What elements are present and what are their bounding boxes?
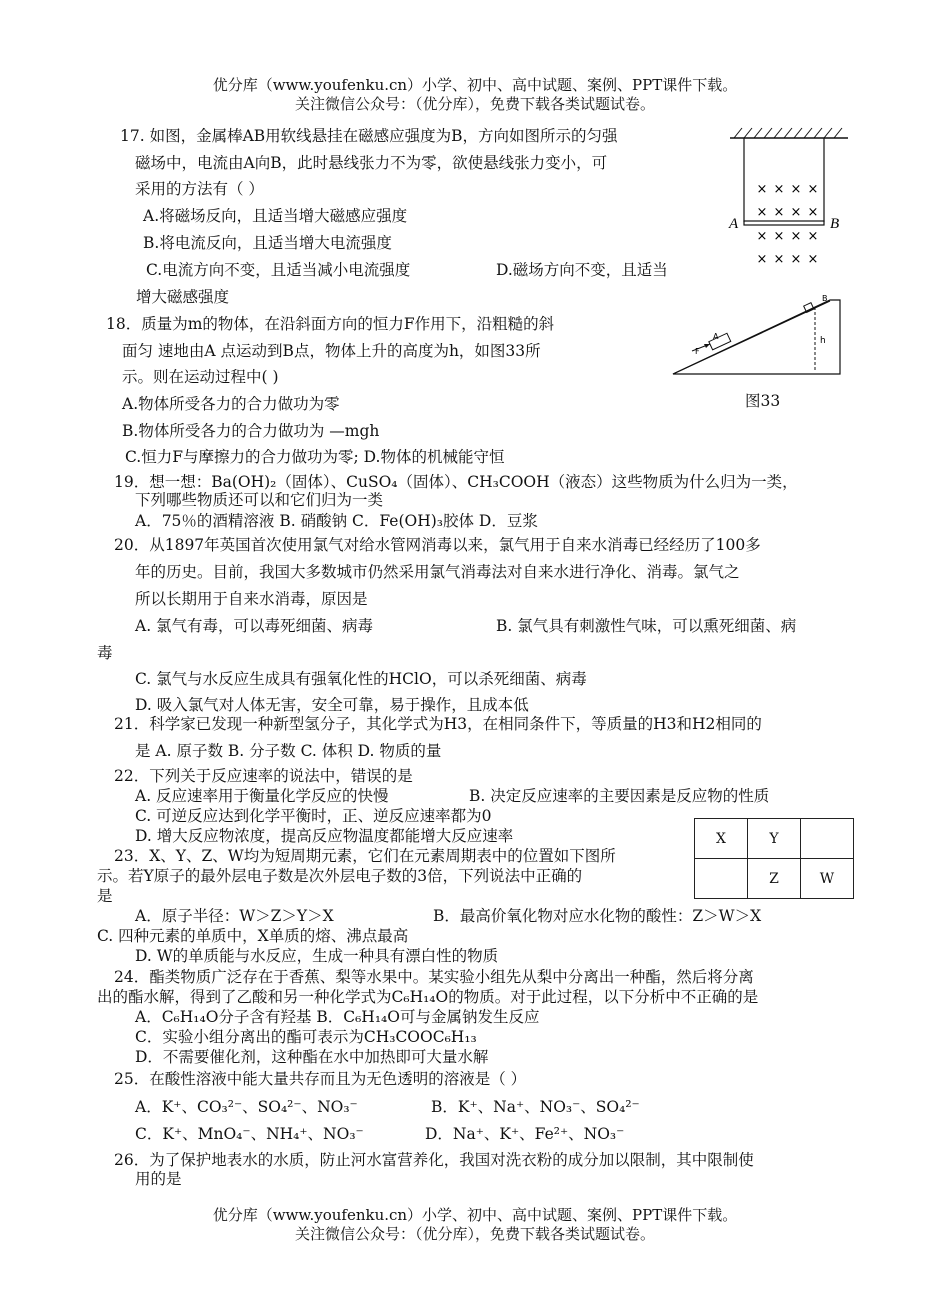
q20-stem-2: 年的历史。目前，我国大多数城市仍然采用氯气消毒法对自来水进行净化、消毒。氯气之 — [135, 563, 740, 581]
fig17-label-a: A — [729, 216, 739, 232]
fig17-label-b: B — [830, 216, 840, 232]
fig18-label-a: A — [713, 332, 719, 341]
q20-option-c: C. 氯气与水反应生成具有强氧化性的HClO，可以杀死细菌、病毒 — [135, 670, 587, 688]
q26-stem-2: 用的是 — [135, 1170, 182, 1188]
q18-stem-1: 18．质量为m的物体，在沿斜面方向的恒力F作用下，沿粗糙的斜 — [106, 315, 555, 333]
svg-text:×: × — [756, 229, 768, 244]
svg-text:×: × — [756, 252, 768, 267]
q20-option-d: D. 吸入氯气对人体无害，安全可靠，易于操作，且成本低 — [135, 696, 529, 714]
svg-text:×: × — [756, 182, 768, 197]
cell-empty — [801, 819, 854, 859]
q25-option-a: A．K⁺、CO₃²⁻、SO₄²⁻、NO₃⁻ — [135, 1098, 358, 1116]
fig18-label-b: B — [822, 294, 828, 303]
q24-stem-1: 24．酯类物质广泛存在于香蕉、梨等水果中。某实验小组先从梨中分离出一种酯，然后将分离 — [114, 968, 754, 986]
q19-stem-2: 下列哪些物质还可以和它们归为一类 — [135, 491, 384, 509]
footer-line-2: 关注微信公众号：（优分库），免费下载各类试题试卷。 — [294, 1225, 655, 1243]
q22-option-b: B. 决定反应速率的主要因素是反应物的性质 — [469, 787, 770, 805]
svg-text:×: × — [790, 229, 802, 244]
q26-stem-1: 26．为了保护地表水的水质，防止河水富营养化，我国对洗衣粉的成分加以限制，其中限制使 — [114, 1151, 754, 1169]
cell-y: Y — [748, 819, 801, 859]
q17-option-a: A.将磁场反向，且适当增大磁感应强度 — [143, 207, 408, 225]
svg-text:×: × — [790, 182, 802, 197]
q17-option-d-cont: 增大磁感强度 — [136, 288, 230, 306]
q25-option-d: D．Na⁺、K⁺、Fe²⁺、NO₃⁻ — [425, 1125, 625, 1143]
q18-stem-2: 面匀 速地由A 点运动到B点，物体上升的高度为h，如图33所 — [122, 342, 541, 360]
q19-stem-1: 19．想一想：Ba(OH)₂（固体）、CuSO₄（固体）、CH₃COOH（液态）这些物质为什么归为一类， — [114, 473, 798, 491]
svg-text:×: × — [773, 205, 785, 220]
svg-text:×: × — [773, 252, 785, 267]
q22-option-d: D. 增大反应物浓度，提高反应物温度都能增大反应速率 — [135, 827, 514, 845]
q17-stem-1: 17. 如图，金属棒AB用软线悬挂在磁感应强度为B，方向如图所示的匀强 — [120, 127, 618, 145]
q23-option-d: D. W的单质能与水反应，生成一种具有漂白性的物质 — [135, 947, 499, 965]
q17-stem-3: 采用的方法有（ ） — [135, 180, 264, 198]
svg-text:×: × — [807, 205, 819, 220]
q18-option-b: B.物体所受各力的合力做功为 —mgh — [122, 422, 380, 440]
magnetic-field-figure — [724, 124, 854, 274]
cell-w: W — [801, 859, 854, 899]
q20-option-b-cont: 毒 — [97, 644, 113, 662]
q24-stem-2: 出的酯水解，得到了乙酸和另一种化学式为C₆H₁₄O的物质。对于此过程，以下分析中不正确的是 — [97, 988, 759, 1006]
q20-stem-3: 所以长期用于自来水消毒，原因是 — [135, 590, 368, 608]
q23-option-b: B．最高价氧化物对应水化物的酸性：Z＞W＞X — [433, 907, 762, 925]
q25-option-c: C．K⁺、MnO₄⁻、NH₄⁺、NO₃⁻ — [135, 1125, 364, 1143]
q24-option-d: D．不需要催化剂，这种酯在水中加热即可大量水解 — [135, 1048, 489, 1066]
q21-stem-2: 是 A. 原子数 B. 分子数 C. 体积 D. 物质的量 — [135, 742, 442, 760]
header-line-2: 关注微信公众号：（优分库），免费下载各类试题试卷。 — [294, 95, 655, 113]
incline-figure — [670, 292, 855, 382]
q18-option-a: A.物体所受各力的合力做功为零 — [122, 395, 340, 413]
svg-text:×: × — [790, 252, 802, 267]
q19-options: A．75％的酒精溶液 B. 硝酸钠 C．Fe(OH)₃胶体 D．豆浆 — [135, 512, 538, 530]
q22-option-a: A. 反应速率用于衡量化学反应的快慢 — [135, 787, 389, 805]
cell-x: X — [695, 819, 748, 859]
q17-option-c: C.电流方向不变，且适当减小电流强度 — [146, 261, 411, 279]
q20-option-b: B. 氯气具有刺激性气味，可以熏死细菌、病 — [496, 617, 797, 635]
q23-option-a: A．原子半径：W＞Z＞Y＞X — [135, 907, 334, 925]
q17-option-d: D.磁场方向不变，且适当 — [496, 261, 668, 279]
q25-stem: 25．在酸性溶液中能大量共存而且为无色透明的溶液是（ ） — [114, 1070, 527, 1088]
q20-stem-1: 20．从1897年英国首次使用氯气对给水管网消毒以来，氯气用于自来水消毒已经经历了100多 — [114, 536, 761, 554]
svg-text:×: × — [773, 182, 785, 197]
q23-option-c: C. 四种元素的单质中，X单质的熔、沸点最高 — [97, 927, 409, 945]
footer-line-1: 优分库（www.youfenku.cn）小学、初中、高中试题、案例、PPT课件下载。 — [212, 1206, 738, 1224]
q23-stem-2: 示。若Y原子的最外层电子数是次外层电子数的3倍，下列说法中正确的 — [97, 867, 583, 885]
q18-option-cd: C.恒力F与摩擦力的合力做功为零; D.物体的机械能守恒 — [125, 448, 505, 466]
svg-text:×: × — [807, 252, 819, 267]
q25-option-b: B．K⁺、Na⁺、NO₃⁻、SO₄²⁻ — [431, 1098, 640, 1116]
svg-text:×: × — [807, 229, 819, 244]
svg-text:×: × — [756, 205, 768, 220]
q23-stem-3: 是 — [97, 887, 113, 905]
cell-empty — [695, 859, 748, 899]
q23-stem-1: 23．X、Y、Z、W均为短周期元素，它们在元素周期表中的位置如下图所 — [114, 847, 616, 865]
header-line-1: 优分库（www.youfenku.cn）小学、初中、高中试题、案例、PPT课件下载。 — [212, 76, 738, 94]
q24-option-c: C．实验小组分离出的酯可表示为CH₃COOC₆H₁₃ — [135, 1028, 477, 1046]
fig18-label-h: h — [820, 336, 826, 346]
q21-stem-1: 21．科学家已发现一种新型氢分子，其化学式为H3，在相同条件下，等质量的H3和H2相同的 — [114, 715, 762, 733]
q17-option-b: B.将电流反向，且适当增大电流强度 — [143, 234, 392, 252]
q18-stem-3: 示。则在运动过程中( ) — [122, 368, 279, 386]
periodic-table-fragment — [694, 818, 854, 899]
cell-z: Z — [748, 859, 801, 899]
q20-option-a: A. 氯气有毒，可以毒死细菌、病毒 — [135, 617, 374, 635]
q22-option-c: C. 可逆反应达到化学平衡时，正、逆反应速率都为0 — [135, 807, 492, 825]
q17-stem-2: 磁场中，电流由A向B，此时悬线张力不为零，欲使悬线张力变小，可 — [135, 154, 608, 172]
figure-33-caption: 图33 — [745, 392, 781, 410]
q24-option-ab: A．C₆H₁₄O分子含有羟基 B．C₆H₁₄O可与金属钠发生反应 — [135, 1008, 540, 1026]
svg-text:×: × — [790, 205, 802, 220]
svg-text:×: × — [773, 229, 785, 244]
q22-stem: 22．下列关于反应速率的说法中，错误的是 — [114, 767, 413, 785]
svg-text:×: × — [807, 182, 819, 197]
fig18-label-f: F — [695, 347, 700, 356]
